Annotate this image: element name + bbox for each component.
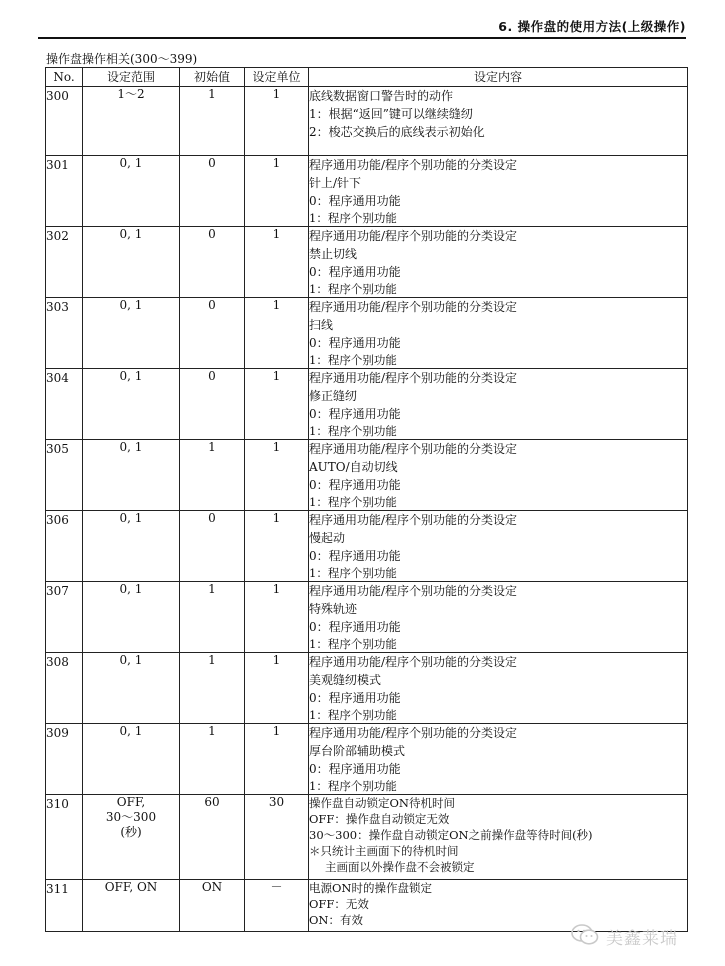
cell-initial: 1 [180, 724, 245, 795]
content-line: 特殊轨迹 [309, 602, 358, 616]
cell-unit: 1 [245, 511, 309, 582]
content-line: OFF：无效 [309, 897, 369, 911]
content-line: 1：程序个别功能 [309, 282, 397, 296]
content-line: 程序通用功能/程序个别功能的分类设定 [309, 158, 518, 172]
cell-content [309, 440, 688, 511]
content-line: 主画面以外操作盘不会被锁定 [325, 860, 475, 874]
range-line: 0, 1 [119, 369, 143, 383]
range-line: 0, 1 [119, 156, 143, 170]
content-line: ON：有效 [309, 913, 363, 927]
content-line: 美观缝纫模式 [309, 673, 382, 687]
cell-no: 301 [46, 156, 83, 227]
cell-content [309, 795, 688, 880]
content-line: 程序通用功能/程序个别功能的分类设定 [309, 726, 518, 740]
cell-range [83, 880, 180, 932]
cell-content [309, 298, 688, 369]
cell-initial: 0 [180, 227, 245, 298]
range-line: 0, 1 [119, 653, 143, 667]
content-line: 0：程序通用功能 [309, 265, 401, 279]
cell-no: 303 [46, 298, 83, 369]
cell-no: 306 [46, 511, 83, 582]
content-line: 1：程序个别功能 [309, 566, 397, 580]
parameter-table [45, 67, 688, 932]
cell-no: 304 [46, 369, 83, 440]
content-line: 电源ON时的操作盘锁定 [309, 881, 432, 895]
cell-no: 305 [46, 440, 83, 511]
table-row [46, 227, 688, 298]
content-line: 0：程序通用功能 [309, 478, 401, 492]
table-row [46, 511, 688, 582]
content-line: AUTO/自动切线 [309, 460, 398, 474]
cell-range [83, 298, 180, 369]
table-row [46, 156, 688, 227]
cell-range [83, 87, 180, 156]
column-header-range: 设定范围 [83, 68, 180, 87]
content-line: 1：程序个别功能 [309, 708, 397, 722]
cell-unit: 1 [245, 298, 309, 369]
cell-unit: 1 [245, 440, 309, 511]
content-line: 程序通用功能/程序个别功能的分类设定 [309, 513, 518, 527]
table-row [46, 795, 688, 880]
cell-initial: 1 [180, 653, 245, 724]
cell-initial: 60 [180, 795, 245, 880]
range-line: 0, 1 [119, 724, 143, 738]
cell-no: 311 [46, 880, 83, 932]
content-line: 1：程序个别功能 [309, 779, 397, 793]
content-line: 1：程序个别功能 [309, 637, 397, 651]
cell-initial: 0 [180, 298, 245, 369]
table-row [46, 653, 688, 724]
cell-content [309, 87, 688, 156]
cell-no: 302 [46, 227, 83, 298]
cell-initial: ON [180, 880, 245, 932]
range-line: 0, 1 [119, 511, 143, 525]
range-line: 30～300 [105, 810, 157, 824]
watermark [570, 920, 710, 952]
content-line: 0：程序通用功能 [309, 691, 401, 705]
cell-unit: 1 [245, 582, 309, 653]
cell-content [309, 582, 688, 653]
cell-no: 307 [46, 582, 83, 653]
cell-content [309, 511, 688, 582]
content-line: 2：梭芯交换后的底线表示初始化 [309, 125, 485, 139]
content-line: 底线数据窗口警告时的动作 [309, 89, 454, 103]
content-line: 程序通用功能/程序个别功能的分类设定 [309, 584, 518, 598]
cell-unit: 1 [245, 227, 309, 298]
content-line: 1：程序个别功能 [309, 424, 397, 438]
content-line: 修正缝纫 [309, 389, 358, 403]
range-line: 0, 1 [119, 227, 143, 241]
page-header [38, 17, 686, 34]
cell-range [83, 369, 180, 440]
cell-no: 308 [46, 653, 83, 724]
cell-unit: 1 [245, 87, 309, 156]
cell-content [309, 227, 688, 298]
cell-initial: 0 [180, 369, 245, 440]
table-row [46, 724, 688, 795]
content-line: 1：根据“返回”键可以继续缝纫 [309, 107, 473, 121]
table-row [46, 298, 688, 369]
table-row [46, 440, 688, 511]
range-line: 1～2 [117, 87, 145, 101]
range-line: (秒) [120, 825, 142, 839]
cell-range [83, 724, 180, 795]
cell-unit: 1 [245, 369, 309, 440]
content-line: 扫线 [309, 318, 334, 332]
cell-content [309, 369, 688, 440]
content-line: OFF：操作盘自动锁定无效 [309, 812, 450, 826]
table-row [46, 87, 688, 156]
content-line: 1：程序个别功能 [309, 495, 397, 509]
range-line: 0, 1 [119, 440, 143, 454]
cell-unit: 1 [245, 724, 309, 795]
cell-content [309, 653, 688, 724]
content-line: 针上/针下 [309, 176, 362, 190]
cell-content [309, 156, 688, 227]
header-rule [38, 37, 686, 39]
cell-initial: 0 [180, 511, 245, 582]
content-line: 0：程序通用功能 [309, 549, 401, 563]
content-line: 程序通用功能/程序个别功能的分类设定 [309, 229, 518, 243]
wechat-icon [570, 922, 600, 948]
cell-no: 310 [46, 795, 83, 880]
table-header-row [46, 68, 688, 87]
cell-range [83, 440, 180, 511]
cell-unit: 1 [245, 156, 309, 227]
content-line: 0：程序通用功能 [309, 336, 401, 350]
content-line: 程序通用功能/程序个别功能的分类设定 [309, 371, 518, 385]
content-line: 0：程序通用功能 [309, 407, 401, 421]
content-line: 1：程序个别功能 [309, 353, 397, 367]
section-title: 操作盘操作相关(300～399) [46, 52, 198, 66]
cell-initial: 1 [180, 440, 245, 511]
cell-range [83, 156, 180, 227]
cell-range [83, 582, 180, 653]
chapter-title: 6. 操作盘的使用方法(上级操作) [498, 19, 686, 34]
column-header-unit: 设定单位 [245, 68, 309, 87]
range-line: 0, 1 [119, 298, 143, 312]
content-line: 操作盘自动锁定ON待机时间 [309, 796, 455, 810]
content-line: 厚台阶部辅助模式 [309, 744, 406, 758]
cell-range [83, 511, 180, 582]
cell-initial: 1 [180, 582, 245, 653]
cell-content [309, 724, 688, 795]
range-line: OFF, ON [104, 880, 158, 894]
range-line: 0, 1 [119, 582, 143, 596]
cell-range [83, 795, 180, 880]
table-row [46, 582, 688, 653]
table-row [46, 369, 688, 440]
content-line: 程序通用功能/程序个别功能的分类设定 [309, 442, 518, 456]
content-line: 程序通用功能/程序个别功能的分类设定 [309, 300, 518, 314]
cell-no: 309 [46, 724, 83, 795]
cell-range [83, 653, 180, 724]
content-line: 30～300：操作盘自动锁定ON之前操作盘等待时间(秒) [309, 828, 593, 842]
content-line: ＊只统计主画面下的待机时间 [309, 844, 459, 858]
content-line: 0：程序通用功能 [309, 620, 401, 634]
content-line: 0：程序通用功能 [309, 194, 401, 208]
cell-unit: 30 [245, 795, 309, 880]
cell-unit: － [245, 880, 309, 932]
column-header-no: No. [46, 68, 83, 87]
watermark-text: 美鑫莱瑞 [606, 929, 678, 949]
range-line: OFF, [116, 795, 146, 809]
cell-initial: 1 [180, 87, 245, 156]
cell-range [83, 227, 180, 298]
cell-initial: 0 [180, 156, 245, 227]
column-header-initial: 初始值 [180, 68, 245, 87]
cell-no: 300 [46, 87, 83, 156]
content-line: 程序通用功能/程序个别功能的分类设定 [309, 655, 518, 669]
content-line: 1：程序个别功能 [309, 211, 397, 225]
column-header-content: 设定内容 [309, 68, 688, 87]
cell-unit: 1 [245, 653, 309, 724]
content-line: 禁止切线 [309, 247, 358, 261]
content-line: 慢起动 [309, 531, 346, 545]
content-line: 0：程序通用功能 [309, 762, 401, 776]
